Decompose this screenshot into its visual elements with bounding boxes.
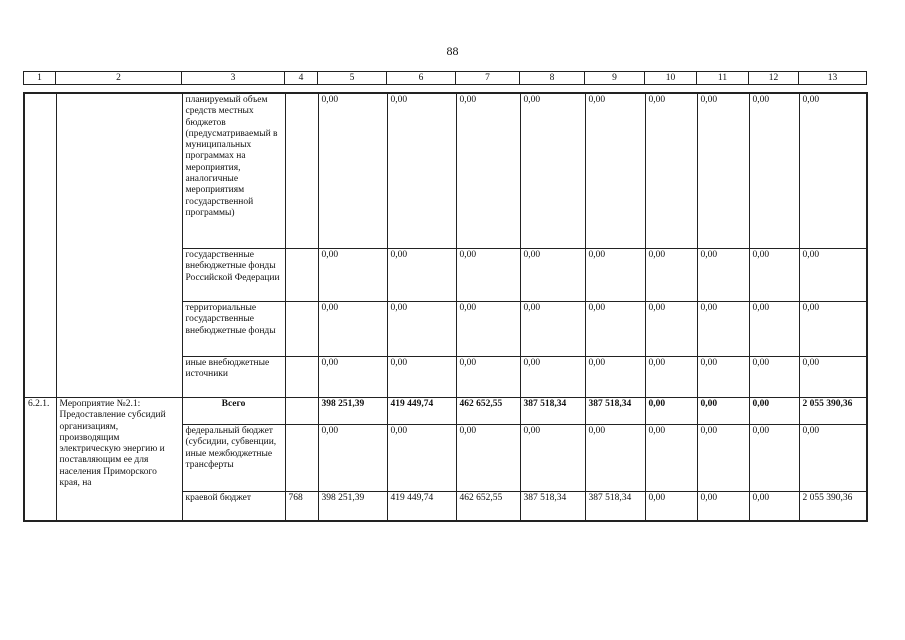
code-cell — [285, 398, 318, 425]
value-cell: 0,00 — [585, 425, 645, 492]
column-number-2: 2 — [56, 72, 182, 85]
funding-source-cell: Всего — [182, 398, 285, 425]
value-cell: 0,00 — [697, 93, 749, 249]
value-cell: 0,00 — [697, 425, 749, 492]
value-cell: 0,00 — [645, 302, 697, 357]
value-cell: 0,00 — [520, 249, 585, 302]
funding-source-cell: планируемый объем средств местных бюджетов (предусматриваемый в муниципальных программах на мероприятия, аналогичные мероприятиям государственной программы) — [182, 93, 285, 249]
funding-source-cell: федеральный бюджет (субсидии, субвенции, иные межбюджетные трансферты — [182, 425, 285, 492]
measure-number-cell — [24, 93, 56, 398]
value-cell: 0,00 — [456, 357, 520, 398]
value-cell: 0,00 — [697, 398, 749, 425]
column-number-4: 4 — [285, 72, 318, 85]
code-cell — [285, 357, 318, 398]
value-cell: 0,00 — [318, 249, 387, 302]
column-number-9: 9 — [585, 72, 645, 85]
value-cell: 0,00 — [387, 249, 456, 302]
value-cell: 0,00 — [318, 425, 387, 492]
column-number-13: 13 — [799, 72, 867, 85]
value-cell: 0,00 — [520, 93, 585, 249]
value-cell: 0,00 — [318, 357, 387, 398]
column-number-5: 5 — [318, 72, 387, 85]
funding-source-cell: краевой бюджет — [182, 492, 285, 522]
column-number-12: 12 — [749, 72, 799, 85]
measure-description: Мероприятие №2.1: Предоставление субсидий организациям, производящим электрическую энергию и поставляющим ее для населения Приморского края, на — [56, 398, 182, 522]
column-number-11: 11 — [697, 72, 749, 85]
column-number-1: 1 — [24, 72, 56, 85]
value-cell: 0,00 — [645, 425, 697, 492]
funding-source-cell: иные внебюджетные источники — [182, 357, 285, 398]
value-cell: 0,00 — [749, 425, 799, 492]
value-cell: 398 251,39 — [318, 492, 387, 522]
measure-number: 6.2.1. — [24, 398, 56, 522]
value-cell: 0,00 — [749, 492, 799, 522]
table-row — [24, 93, 867, 249]
value-cell: 0,00 — [520, 425, 585, 492]
value-cell: 0,00 — [456, 93, 520, 249]
value-cell: 387 518,34 — [585, 492, 645, 522]
value-cell: 0,00 — [318, 93, 387, 249]
column-number-3: 3 — [182, 72, 285, 85]
value-cell: 2 055 390,36 — [799, 492, 867, 522]
column-number-6: 6 — [387, 72, 456, 85]
value-cell: 0,00 — [585, 357, 645, 398]
value-cell: 387 518,34 — [520, 492, 585, 522]
value-cell: 462 652,55 — [456, 398, 520, 425]
value-cell: 0,00 — [799, 357, 867, 398]
value-cell: 0,00 — [645, 93, 697, 249]
value-cell: 0,00 — [520, 302, 585, 357]
value-cell: 0,00 — [387, 93, 456, 249]
code-cell — [285, 302, 318, 357]
value-cell: 387 518,34 — [520, 398, 585, 425]
value-cell: 0,00 — [749, 93, 799, 249]
page-number: 88 — [446, 44, 459, 58]
column-number-7: 7 — [456, 72, 520, 85]
value-cell: 0,00 — [749, 357, 799, 398]
measure-description-cell — [56, 93, 182, 398]
column-number-header — [23, 71, 867, 85]
value-cell: 0,00 — [697, 357, 749, 398]
value-cell: 419 449,74 — [387, 398, 456, 425]
value-cell: 0,00 — [387, 357, 456, 398]
value-cell: 419 449,74 — [387, 492, 456, 522]
code-cell — [285, 425, 318, 492]
funding-source-cell: территориальные государственные внебюджетные фонды — [182, 302, 285, 357]
value-cell: 0,00 — [520, 357, 585, 398]
code-cell — [285, 249, 318, 302]
value-cell: 0,00 — [387, 425, 456, 492]
funding-source-cell: государственные внебюджетные фонды Российской Федерации — [182, 249, 285, 302]
table-row — [24, 398, 867, 425]
value-cell: 0,00 — [749, 302, 799, 357]
value-cell: 0,00 — [645, 492, 697, 522]
code-cell — [285, 93, 318, 249]
code-cell: 768 — [285, 492, 318, 522]
value-cell: 0,00 — [697, 249, 749, 302]
value-cell: 398 251,39 — [318, 398, 387, 425]
value-cell: 0,00 — [645, 398, 697, 425]
value-cell: 0,00 — [318, 302, 387, 357]
value-cell: 0,00 — [456, 249, 520, 302]
value-cell: 387 518,34 — [585, 398, 645, 425]
value-cell: 462 652,55 — [456, 492, 520, 522]
value-cell: 0,00 — [387, 302, 456, 357]
value-cell: 0,00 — [799, 425, 867, 492]
value-cell: 0,00 — [585, 302, 645, 357]
value-cell: 0,00 — [749, 398, 799, 425]
value-cell: 0,00 — [456, 425, 520, 492]
value-cell: 0,00 — [697, 302, 749, 357]
value-cell: 0,00 — [799, 302, 867, 357]
value-cell: 0,00 — [697, 492, 749, 522]
value-cell: 0,00 — [585, 249, 645, 302]
budget-table — [23, 92, 868, 522]
value-cell: 0,00 — [585, 93, 645, 249]
value-cell: 0,00 — [749, 249, 799, 302]
column-number-10: 10 — [645, 72, 697, 85]
value-cell: 0,00 — [799, 93, 867, 249]
column-number-8: 8 — [520, 72, 585, 85]
value-cell: 2 055 390,36 — [799, 398, 867, 425]
value-cell: 0,00 — [456, 302, 520, 357]
header-row — [24, 72, 867, 85]
value-cell: 0,00 — [645, 357, 697, 398]
value-cell: 0,00 — [645, 249, 697, 302]
value-cell: 0,00 — [799, 249, 867, 302]
